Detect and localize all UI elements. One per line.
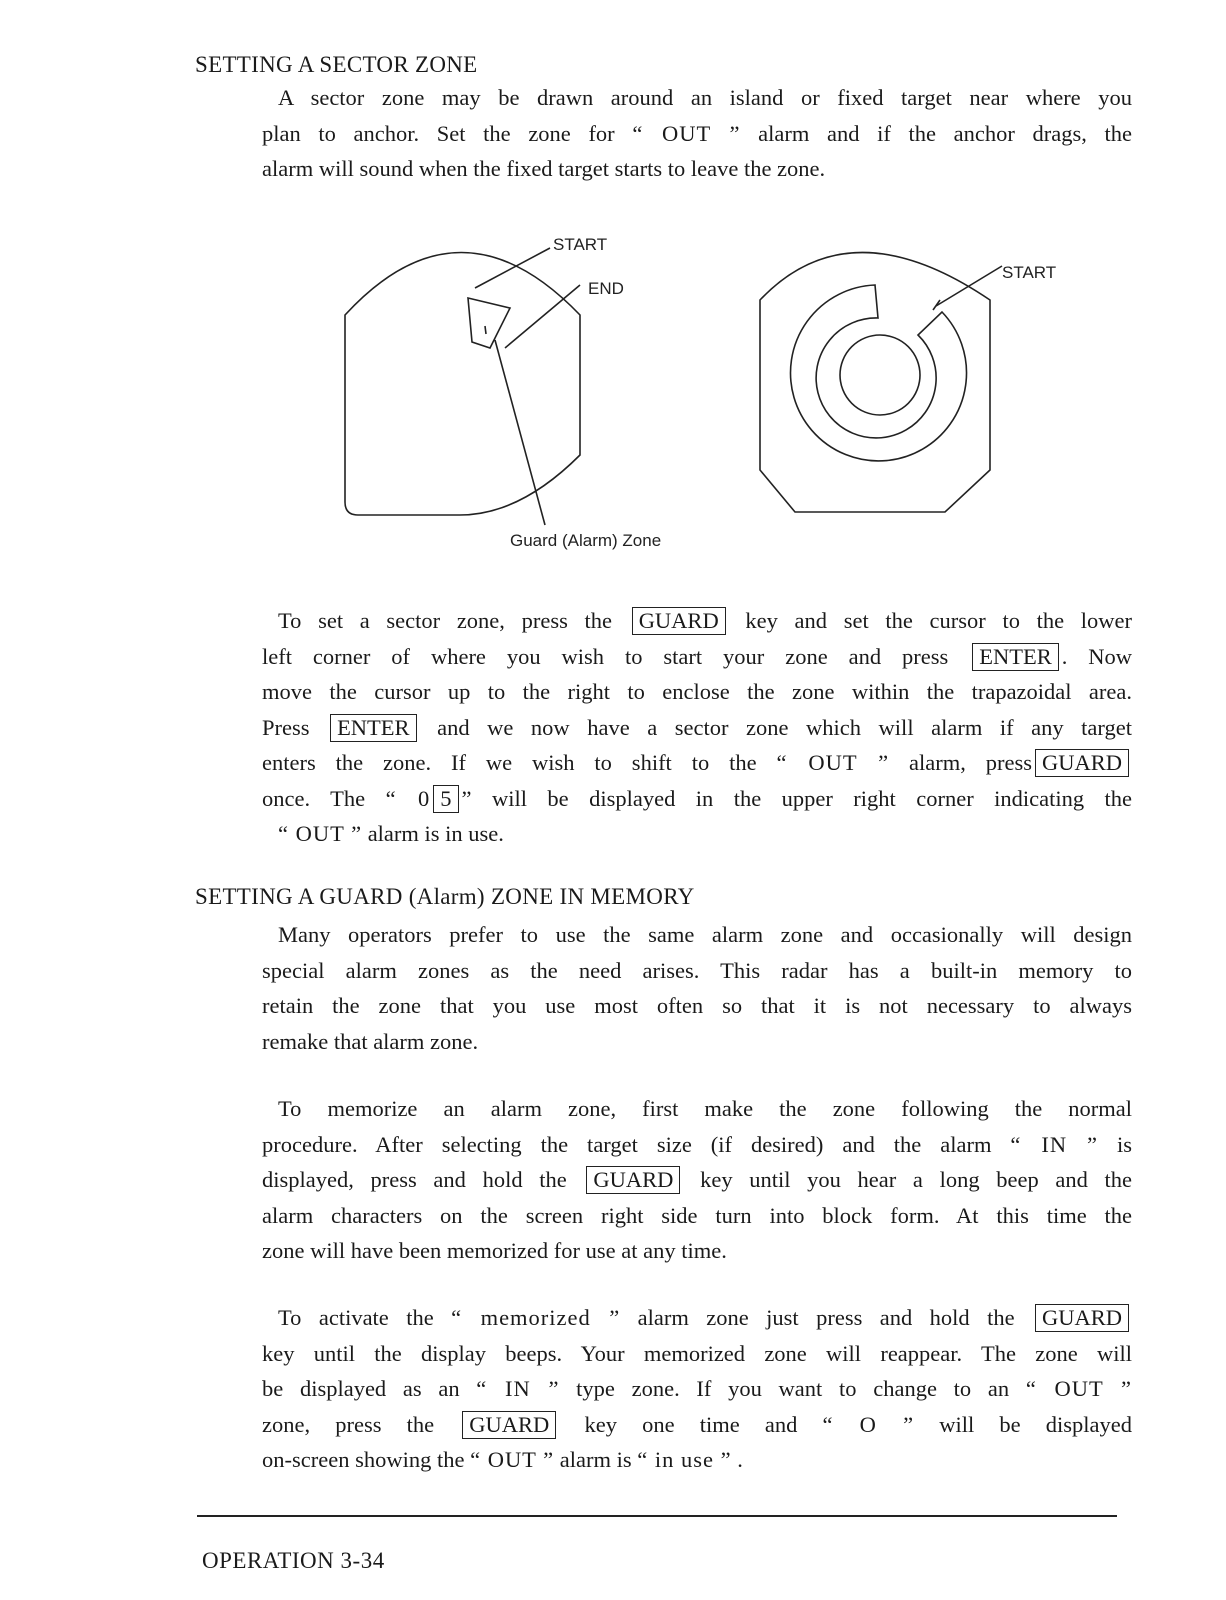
end-leader-line: [505, 285, 580, 348]
footer-divider: [197, 1515, 1117, 1517]
guard-zone-leader-line: [495, 340, 545, 525]
left-end-label: END: [588, 279, 624, 298]
quote-out: “ OUT ”: [632, 120, 741, 146]
sector-zone-figure: [340, 230, 1100, 570]
page-footer: OPERATION 3-34: [202, 1548, 385, 1573]
digit-5-box: 5: [433, 785, 458, 813]
sector-zone-paragraph: To set a sector zone, press the GUARD key and set the cursor to the lower left corner of where you wish to start your zone and press ENTER . Now move the cursor up to the right to enclose the zone within the trapazoidal area. Press ENTER and we now have a sector zone which will alarm if any target enters the zone. If we wish to shift to the “ OUT ” alarm, press GUARD once. The “ 0 5 ” will be displayed in the upper right corner indicating the “ OUT ” alarm is in use.: [262, 608, 1133, 846]
figure-caption: Guard (Alarm) Zone: [510, 531, 662, 550]
guard-key: GUARD: [462, 1411, 556, 1439]
inner-circle: [840, 335, 920, 415]
memory-paragraph: Many operators prefer to use the same alarm zone and occasionally will design special alarm zones as the need arises. This radar has a built-in memory to retain the zone that you use most often so that it is not necessary to always remake that alarm zone.: [262, 922, 1132, 1054]
intro-line-1: A sector zone may be drawn around an island or fixed target near where you: [278, 85, 1132, 110]
radar-diagrams: [340, 230, 1100, 570]
intro-paragraph: A sector zone may be drawn around an island or fixed target near where you plan to anchor. Set the zone for “ OUT ” alarm and if the anchor drags, the alarm will sound when the fixed target starts to leave the zone.: [262, 85, 1133, 181]
enter-key: ENTER: [972, 643, 1059, 671]
left-radar-screen: [345, 253, 580, 516]
section-heading-memory: SETTING A GUARD (Alarm) ZONE IN MEMORY: [195, 884, 695, 909]
ring-zone-shape: [791, 285, 967, 461]
guard-key: GUARD: [1035, 749, 1129, 777]
sector-zone-shape: [468, 298, 510, 348]
guard-key: GUARD: [586, 1166, 680, 1194]
section-heading-sector-zone: SETTING A SECTOR ZONE: [195, 52, 478, 77]
guard-key: GUARD: [1035, 1304, 1129, 1332]
enter-key: ENTER: [330, 714, 417, 742]
right-start-leader-line: [936, 266, 1002, 306]
right-start-label: START: [1002, 263, 1057, 282]
left-start-label: START: [553, 235, 608, 254]
start-leader-line: [475, 248, 550, 288]
memorize-paragraph: To memorize an alarm zone, first make the zone following the normal procedure. After selecting the target size (if desired) and the alarm “ IN ” is displayed, press and hold the GUARD key until you hear a long beep and the alarm characters on the screen right side turn into block form. At this time the zone will have been memorized for use at any time.: [262, 1096, 1133, 1263]
activate-paragraph: To activate the “ memorized ” alarm zone just press and hold the GUARD key until the display beeps. Your memorized zone will reappear. The zone will be displayed as an “ IN ” type zone. If you want to change to an “ OUT ” zone, press the GUARD key one time and “ O ” will be displayed on-screen showing the “ OUT ” alarm is “ in use ” .: [262, 1305, 1133, 1472]
guard-key: GUARD: [632, 607, 726, 635]
